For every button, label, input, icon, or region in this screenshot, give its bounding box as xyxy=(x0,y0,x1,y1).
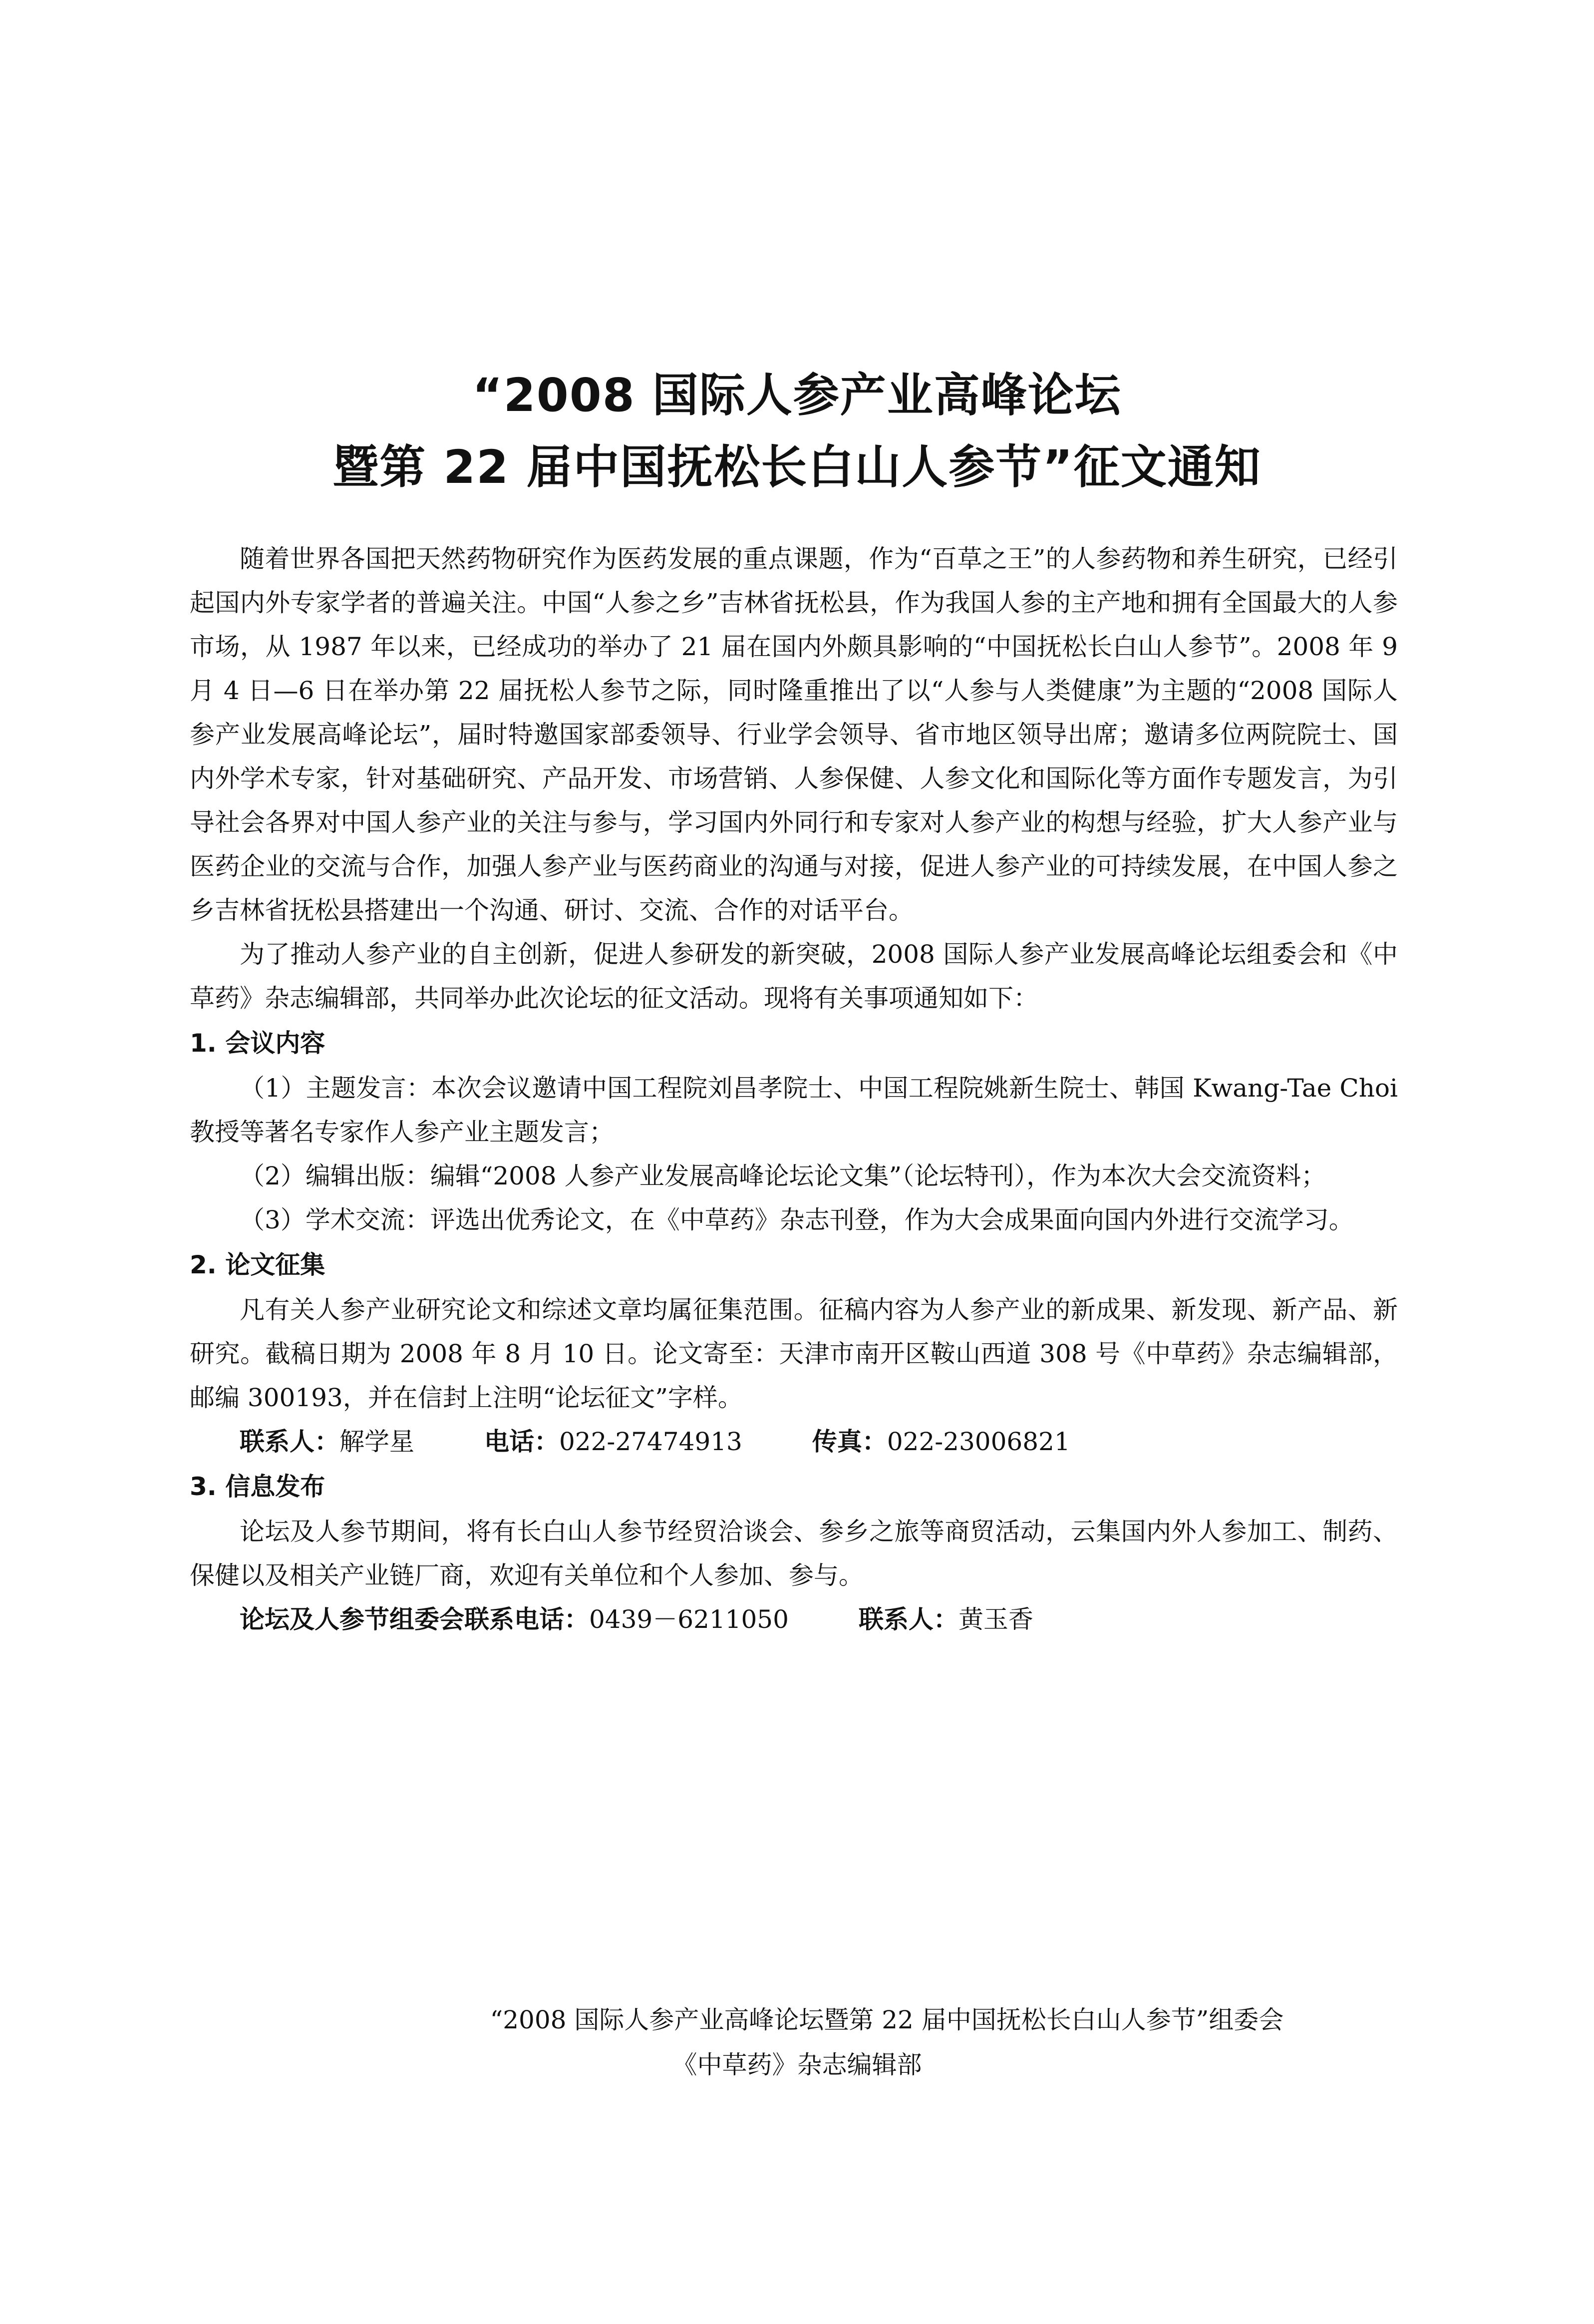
section-1-item-3: （3）学术交流：评选出优秀论文，在《中草药》杂志刊登，作为大会成果面向国内外进行交流学习。 xyxy=(240,1205,1354,1234)
committee-contact-label: 联系人： xyxy=(858,1605,958,1634)
section-1-heading: 1. 会议内容 xyxy=(190,1029,325,1058)
committee-phone-label: 论坛及人参节组委会联系电话： xyxy=(240,1605,589,1634)
section-1-item-2: （2）编辑出版：编辑“2008 人参产业发展高峰论坛论文集”（论坛特刊），作为本次大会交流资料； xyxy=(240,1162,1326,1190)
section-2-text: 凡有关人参产业研究论文和综述文章均属征集范围。征稿内容为人参产业的新成果、新发现、新产品、新研究。截稿日期为 2008 年 8 月 10 日。论文寄至：天津市南开区鞍山西道 308 号《中草药》杂志编辑部，邮编 300193，并在信封上注明“论坛征文”字样。 xyxy=(190,1295,1398,1412)
signature-editorial: 《中草药》杂志编辑部 xyxy=(672,2050,922,2079)
contact-name: 解学星 xyxy=(339,1427,414,1456)
phone-number: 022-27474913 xyxy=(559,1427,742,1456)
intro-paragraph-2: 为了推动人参产业的自主创新，促进人参研发的新突破，2008 国际人参产业发展高峰论坛组委会和《中草药》杂志编辑部，共同举办此次论坛的征文活动。现将有关事项通知如下： xyxy=(190,940,1398,1013)
page-title-line-1: “2008 国际人参产业高峰论坛 xyxy=(472,369,1122,422)
contact-label: 联系人： xyxy=(240,1427,339,1456)
committee-phone: 0439－6211050 xyxy=(589,1605,789,1634)
signature-organizer: “2008 国际人参产业高峰论坛暨第 22 届中国抚松长白山人参节”组委会 xyxy=(490,2005,1284,2034)
section-1-item-1: （1）主题发言：本次会议邀请中国工程院刘昌孝院士、中国工程院姚新生院士、韩国 Kwang-Tae Choi 教授等著名专家作人参产业主题发言； xyxy=(190,1074,1398,1147)
section-2-contact-line xyxy=(190,1420,1398,1464)
section-3-text: 论坛及人参节期间，将有长白山人参节经贸洽谈会、参乡之旅等商贸活动，云集国内外人参加工、制药、保健以及相关产业链厂商，欢迎有关单位和个人参加、参与。 xyxy=(190,1517,1398,1590)
phone-label: 电话： xyxy=(484,1427,559,1456)
committee-contact-name: 黄玉香 xyxy=(958,1605,1033,1634)
section-3-contact-line xyxy=(190,1597,1398,1641)
fax-label: 传真： xyxy=(812,1427,887,1456)
document-body xyxy=(190,537,1398,1641)
fax-number: 022-23006821 xyxy=(887,1427,1070,1456)
section-2-heading: 2. 论文征集 xyxy=(190,1250,325,1279)
section-3-heading: 3. 信息发布 xyxy=(190,1472,325,1501)
intro-paragraph-1: 随着世界各国把天然药物研究作为医药发展的重点课题，作为“百草之王”的人参药物和养生研究，已经引起国内外专家学者的普遍关注。中国“人参之乡”吉林省抚松县，作为我国人参的主产地和拥有全国最大的人参市场，从 1987 年以来，已经成功的举办了 21 届在国内外颇具影响的“中国抚松长白山人参节”。2008 年 9 月 4 日—6 日在举办第 22 届抚松人参节之际，同时隆重推出了以“人参与人类健康”为主题的“2008 国际人参产业发展高峰论坛”，届时特邀国家部委领导、行业学会领导、省市地区领导出席；邀请多位两院院士、国内外学术专家，针对基础研究、产品开发、市场营销、人参保健、人参文化和国际化等方面作专题发言，为引导社会各界对中国人参产业的关注与参与，学习国内外同行和专家对人参产业的构想与经验，扩大人参产业与医药企业的交流与合作，加强人参产业与医药商业的沟通与对接，促进人参产业的可持续发展，在中国人参之乡吉林省抚松县搭建出一个沟通、研讨、交流、合作的对话平台。 xyxy=(190,544,1398,925)
page-title-line-2: 暨第 22 届中国抚松长白山人参节”征文通知 xyxy=(332,440,1262,494)
